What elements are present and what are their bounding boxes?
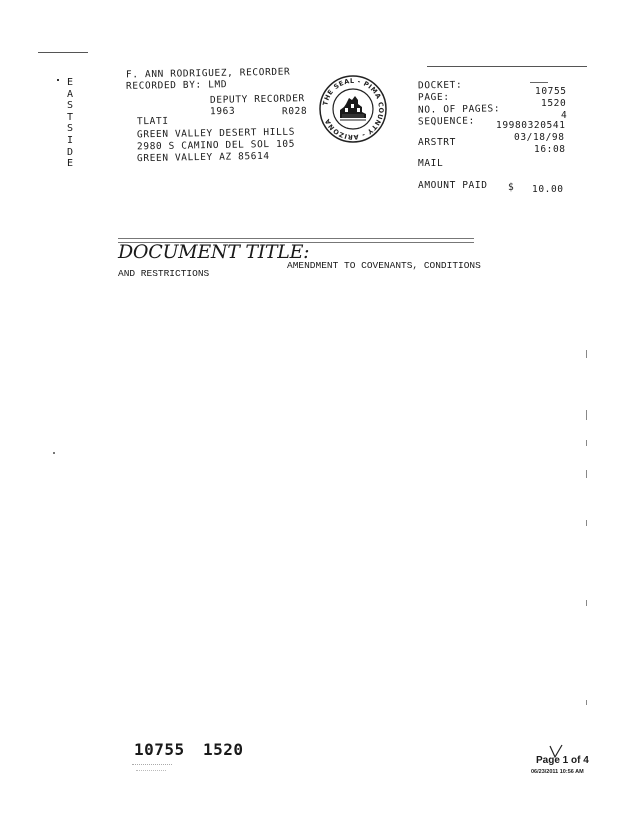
side-letter: T: [66, 111, 74, 123]
addressee-org: GREEN VALLEY DESERT HILLS: [136, 126, 296, 141]
stamp-page: 1520: [203, 740, 244, 759]
recording-time: 16:08: [534, 144, 566, 155]
amount-currency: $: [508, 182, 515, 193]
side-letter: E: [66, 77, 74, 88]
pages-label: NO. OF PAGES:: [417, 103, 501, 116]
document-title-label: DOCUMENT TITLE:: [118, 241, 310, 263]
pages-value: 4: [561, 110, 568, 121]
amount-label: AMOUNT PAID: [418, 180, 488, 191]
sequence-label: SEQUENCE:: [417, 115, 475, 128]
deputy-recorder: DEPUTY RECORDER: [209, 93, 305, 106]
seal-icon: [318, 74, 388, 144]
recording-date: 03/18/98: [514, 132, 565, 143]
amount-value: 10.00: [532, 184, 564, 195]
sequence-value: 19980320541: [496, 120, 566, 131]
eastside-vertical-label: [64, 77, 76, 170]
stamp-speckle: [136, 770, 166, 772]
title-rule-top: [118, 238, 474, 239]
scan-mark: [586, 520, 587, 526]
scan-mark: [586, 440, 587, 446]
deputy-code: R028: [281, 105, 308, 118]
docket-value: 10755: [535, 86, 567, 97]
county-seal-image: [318, 74, 388, 144]
page-indicator: Page 1 of 4: [536, 755, 589, 766]
delivery-method: MAIL: [418, 158, 444, 169]
scan-mark: [586, 700, 587, 705]
scan-mark: [586, 350, 587, 358]
side-letter: I: [66, 134, 74, 146]
scan-mark: [586, 470, 587, 478]
top-left-rule: [38, 52, 88, 53]
top-right-rule: [427, 66, 587, 67]
scan-mark: [586, 410, 587, 420]
side-letter: D: [66, 146, 74, 158]
margin-mark: [57, 79, 59, 81]
document-title-line1: AMENDMENT TO COVENANTS, CONDITIONS: [287, 260, 481, 271]
addressee-code: TLATI: [136, 115, 169, 128]
page-value: 1520: [541, 98, 567, 109]
stamp-docket: 10755: [134, 740, 185, 759]
seal-lettering: THE SEAL - PIMA COUNTY - ARIZONA: [321, 76, 386, 142]
side-letter: A: [66, 88, 74, 100]
addressee-street: 2980 S CAMINO DEL SOL 105: [136, 138, 296, 153]
stamp-speckle: [132, 764, 172, 766]
recorder-name: F. ANN RODRIGUEZ, RECORDER: [125, 66, 291, 81]
page-label: PAGE:: [417, 91, 450, 104]
scan-mark: [586, 600, 587, 606]
side-letter: S: [66, 123, 74, 135]
recorded-by: RECORDED BY: LMD: [125, 79, 228, 92]
scan-mark: [53, 452, 55, 454]
addressee-city: GREEN VALLEY AZ 85614: [136, 150, 270, 165]
deputy-number: 1963: [209, 105, 236, 118]
document-title-line2: AND RESTRICTIONS: [118, 268, 210, 279]
document-type-code: ARSTRT: [418, 137, 456, 148]
docket-dash: [530, 82, 548, 83]
print-timestamp: 06/23/2011 10:56 AM: [531, 769, 584, 775]
side-letter: S: [66, 100, 74, 112]
side-letter: E: [66, 158, 74, 170]
docket-label: DOCKET:: [417, 79, 463, 92]
